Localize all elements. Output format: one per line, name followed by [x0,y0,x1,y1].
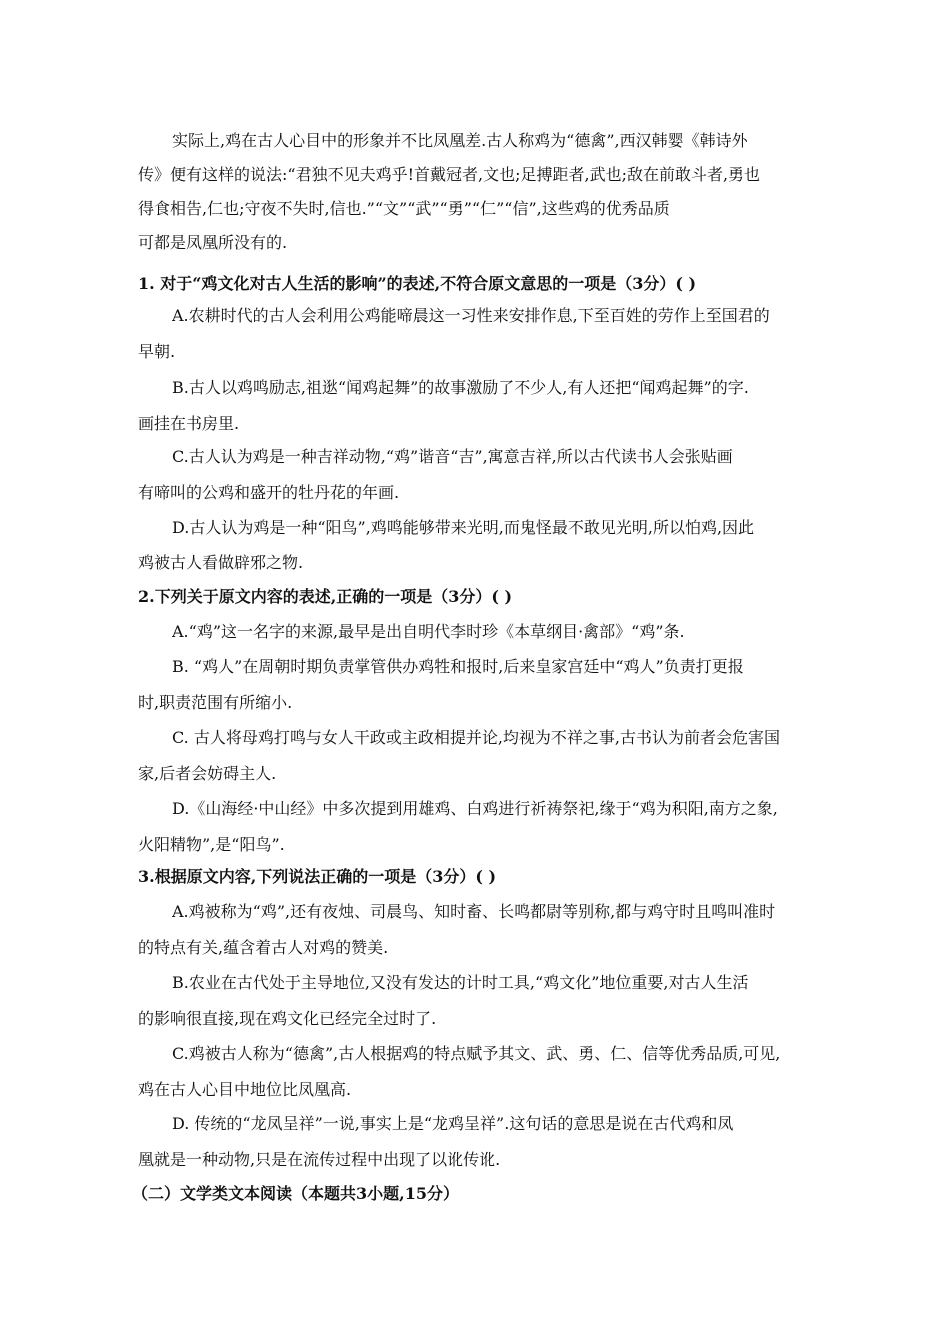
section-title: （二）文学类文本阅读（本题共3小题,15分） [132,1184,459,1203]
passage-line-4: 可都是凤凰所没有的. [138,233,288,252]
q2-option-d-line-2: 火阳精物”,是“阳鸟”. [138,835,285,854]
question-3-stem: 3.根据原文内容,下列说法正确的一项是（3分）( ) [138,867,497,886]
q1-option-a-line-1: A.农耕时代的古人会利用公鸡能啼晨这一习性来安排作息,下至百姓的劳作上至国君的 [172,306,770,325]
q1-option-b-line-1: B.古人以鸡鸣励志,祖逖“闻鸡起舞”的故事激励了不少人,有人还把“闻鸡起舞”的字. [172,378,749,397]
q2-option-a-line-1: A.“鸡”这一名字的来源,最早是出自明代李时珍《本草纲目·禽部》“鸡”条. [172,622,685,641]
q1-option-d-line-1: D.古人认为鸡是一种“阳鸟”,鸡鸣能够带来光明,而鬼怪最不敢见光明,所以怕鸡,因此 [172,518,755,537]
q3-option-c-line-1: C.鸡被古人称为“德禽”,古人根据鸡的特点赋予其文、武、勇、仁、信等优秀品质,可见, [172,1044,781,1063]
q3-option-d-line-2: 凰就是一种动物,只是在流传过程中出现了以讹传讹. [138,1150,501,1169]
passage-line-1: 实际上,鸡在古人心目中的形象并不比凤凰差.古人称鸡为“德禽”,西汉韩婴《韩诗外 [172,131,748,150]
q3-option-b-line-1: B.农业在古代处于主导地位,又没有发达的计时工具,“鸡文化”地位重要,对古人生活 [172,973,749,992]
q2-option-b-line-2: 时,职责范围有所缩小. [138,693,293,712]
q3-option-a-line-2: 的特点有关,蕴含着古人对鸡的赞美. [138,938,389,957]
passage-line-3: 得食相告,仁也;守夜不失时,信也.”“文”“武”“勇”“仁”“信”,这些鸡的优秀品质 [138,199,670,218]
q3-option-d-line-1: D. 传统的“龙凤呈祥”一说,事实上是“龙鸡呈祥”.这句话的意思是说在古代鸡和凤 [172,1114,734,1133]
q2-option-c-line-2: 家,后者会妨碍主人. [138,764,277,783]
q3-option-c-line-2: 鸡在古人心目中地位比凤凰高. [138,1080,352,1099]
q1-option-d-line-2: 鸡被古人看做辟邪之物. [138,553,304,572]
q2-option-d-line-1: D.《山海经·中山经》中多次提到用雄鸡、白鸡进行祈祷祭祀,缘于“鸡为积阳,南方之象, [172,799,778,818]
q1-option-c-line-2: 有啼叫的公鸡和盛开的牡丹花的年画. [138,483,400,502]
passage-line-2: 传》便有这样的说法:“君独不见夫鸡乎!首戴冠者,文也;足搏距者,武也;敌在前敢斗者,勇也 [138,165,761,184]
q2-option-c-line-1: C. 古人将母鸡打鸣与女人干政或主政相提并论,均视为不祥之事,古书认为前者会危害国 [172,728,781,747]
q1-option-a-line-2: 早朝. [138,342,176,361]
question-1-stem: 1. 对于“鸡文化对古人生活的影响”的表述,不符合原文意思的一项是（3分）( ) [138,274,697,293]
q3-option-a-line-1: A.鸡被称为“鸡”,还有夜烛、司晨鸟、知时畜、长鸣都尉等别称,都与鸡守时且鸣叫准时 [172,902,776,921]
question-2-stem: 2.下列关于原文内容的表述,正确的一项是（3分）( ) [138,587,513,606]
q1-option-b-line-2: 画挂在书房里. [138,414,240,433]
q1-option-c-line-1: C.古人认为鸡是一种吉祥动物,“鸡”谐音“吉”,寓意吉祥,所以古代读书人会张贴画 [172,447,733,466]
q2-option-b-line-1: B. “鸡人”在周朝时期负责掌管供办鸡牲和报时,后来皇家宫廷中“鸡人”负责打更报 [172,657,744,676]
q3-option-b-line-2: 的影响很直接,现在鸡文化已经完全过时了. [138,1009,437,1028]
